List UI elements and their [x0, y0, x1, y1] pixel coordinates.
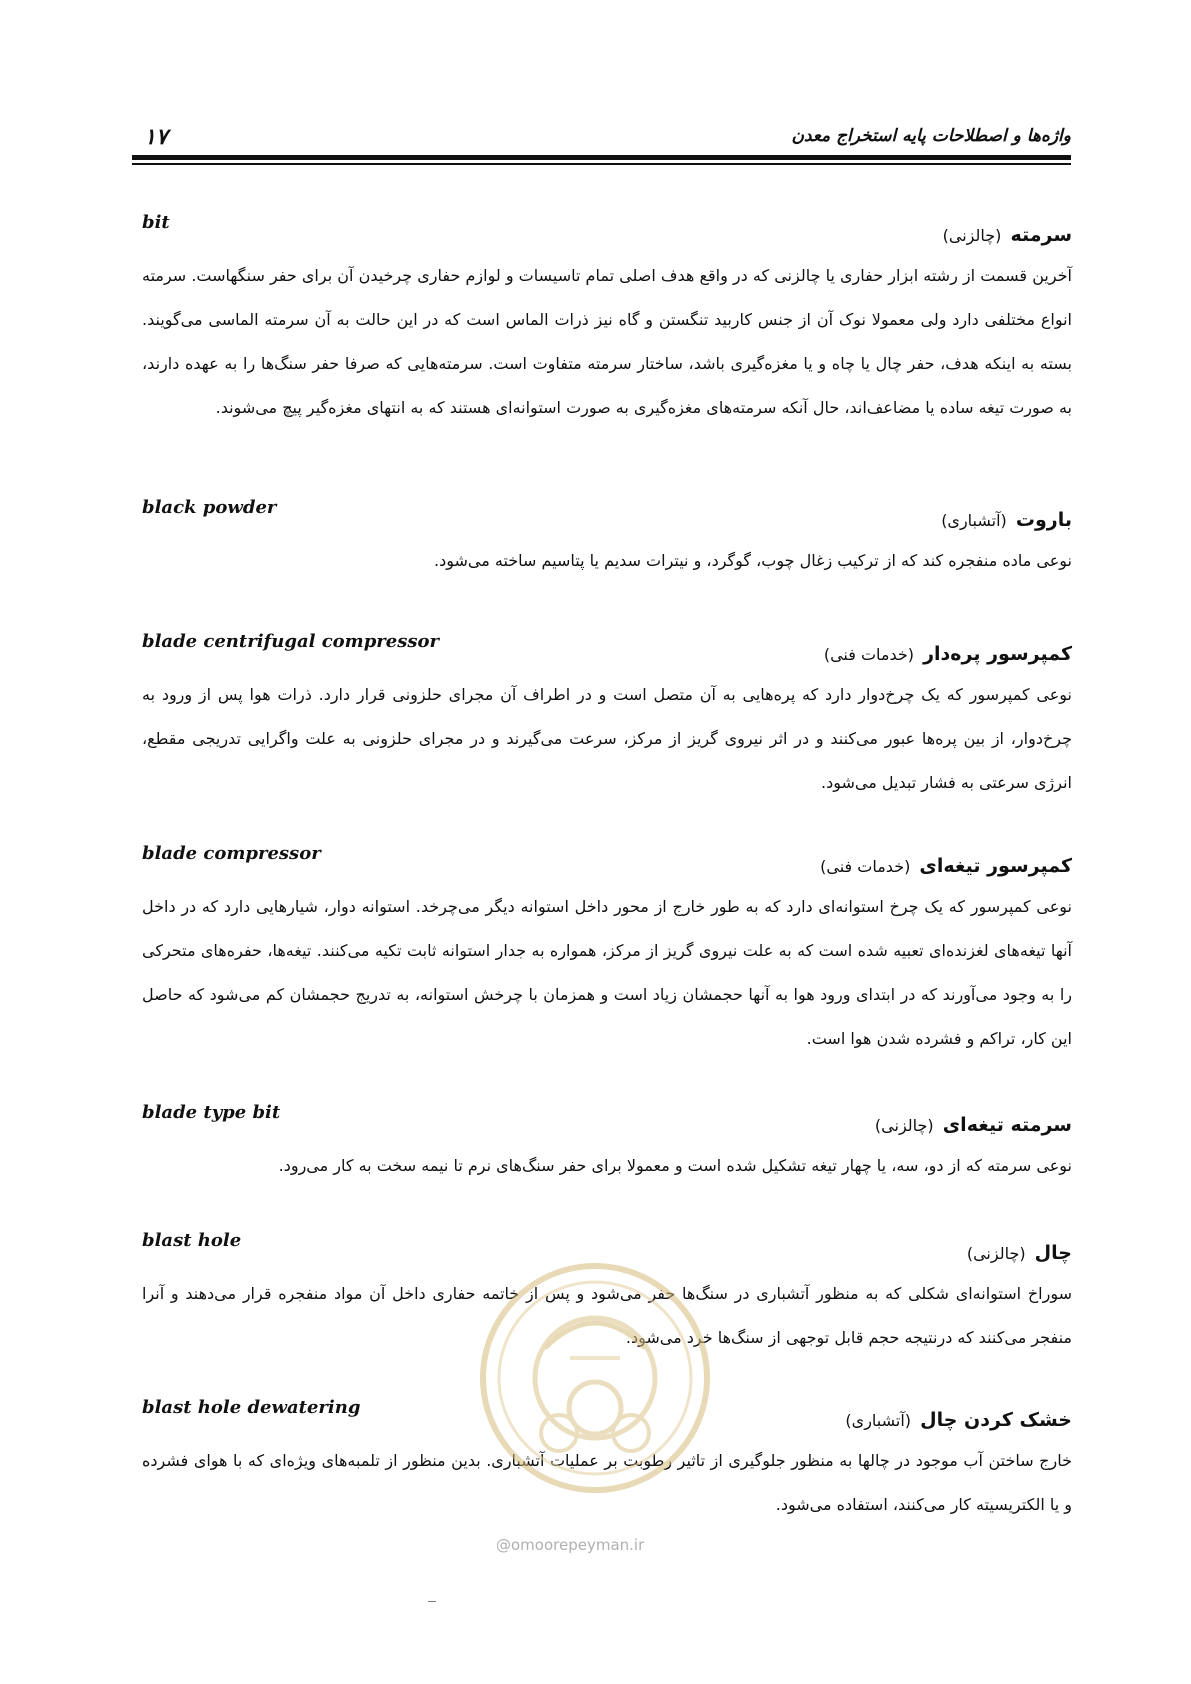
- persian-heading: [967, 1242, 1072, 1264]
- domain-label: (آتشباری): [941, 511, 1007, 530]
- definition-text: نوعی کمپرسور که یک چرخ استوانه‌ای دارد که به طور خارج از محور داخل استوانه دیگر می‌چرخد. استوانه دوار، شیارهایی دارد که در داخل آنها تیغه‌های لغزنده‌ای تعبیه شده است که به علت نیروی گریز از مرکز، همواره به جدار استوانه ثابت تکیه می‌کنند. تیغه‌ها، حفره‌های متحرکی را به وجود می‌آورند که در ابتدای ورود هوا به آنها حجمشان زیاد است و همزمان با چرخش استوانه، به تدریج حجمشان کم می‌شود که حاصل این کار، تراکم و فشرده شدن هوا است.: [142, 897, 1072, 1048]
- glossary-entry-black-powder: [142, 497, 1072, 583]
- persian-term: باروت: [1015, 509, 1072, 531]
- glossary-entry-blade-compressor: [142, 843, 1072, 1061]
- domain-label: (چالزنی): [966, 1244, 1026, 1263]
- persian-term: سرمته تیغه‌ای: [942, 1114, 1072, 1136]
- english-term: blade centrifugal compressor: [142, 631, 439, 652]
- glossary-entry-blade-centrifugal-compressor: [142, 631, 1072, 805]
- persian-heading: [845, 1409, 1072, 1431]
- entry-heading: [142, 631, 1072, 673]
- persian-term: خشک کردن چال: [920, 1409, 1072, 1431]
- definition-text: نوعی ماده منفجره کند که از ترکیب زغال چوب، گوگرد، و نیترات سدیم یا پتاسیم ساخته می‌شود.: [433, 551, 1072, 570]
- english-term: bit: [142, 212, 170, 233]
- entry-heading: [142, 843, 1072, 885]
- watermark-seal-icon: [475, 1258, 715, 1498]
- entry-heading: [142, 497, 1072, 539]
- persian-heading: [820, 855, 1072, 877]
- persian-term: سرمته: [1010, 224, 1072, 246]
- definition-text: آخرین قسمت از رشته ابزار حفاری یا چالزنی که در واقع هدف اصلی تمام تاسیسات و لوازم حفاری چرخیدن آن برای حفر سنگهاست. سرمته انواع مختلفی دارد ولی معمولا نوک آن از جنس کاربید تنگستن و گاه نیز ذرات الماس است که در این حالت به آن سرمته الماسی می‌گویند. بسته به اینکه هدف، حفر چال یا چاه و یا مغزه‌گیری باشد، ساختار سرمته متفاوت است. سرمته‌هایی که صرفا حفر سنگ‌ها را به عهده دارند، به صورت تیغه ساده یا مضاعف‌اند، حال آنکه سرمته‌های مغزه‌گیری به صورت استوانه‌ای هستند که به انتهای مغزه‌گیر پیچ می‌شوند.: [142, 266, 1072, 417]
- english-term: blade compressor: [142, 843, 321, 864]
- persian-heading: [875, 1114, 1072, 1136]
- persian-term: کمپرسور تیغه‌ای: [919, 855, 1072, 877]
- english-term: blast hole dewatering: [142, 1397, 361, 1418]
- definition-text: نوعی کمپرسور که یک چرخ‌دوار دارد که پره‌هایی به آن متصل است و در اطراف آن مجرای حلزونی قرار دارد. ذرات هوا پس از ورود به چرخ‌دوار، از بین پره‌ها عبور می‌کنند و در اثر نیروی گریز از مرکز، سرعت می‌گیرند و در مجرای حلزونی به علت واگرایی تدریجی مقطع، انرژی سرعتی به فشار تبدیل می‌شود.: [142, 685, 1072, 792]
- english-term: blade type bit: [142, 1102, 281, 1123]
- domain-label: (خدمات فنی): [820, 857, 911, 876]
- domain-label: (آتشباری): [845, 1411, 912, 1430]
- definition-text: سوراخ استوانه‌ای شکلی که به منظور آتشباری در سنگ‌ها حفر می‌شود و پس از خاتمه حفاری داخل آن مواد منفجره قرار می‌دهند و آنرا منفجر می‌کنند که درنتیجه حجم قابل توجهی از سنگ‌ها خرد می‌شود.: [142, 1284, 1072, 1347]
- header-rule-thin: [132, 163, 1071, 165]
- persian-heading: [824, 643, 1072, 665]
- definition-text: خارج ساختن آب موجود در چالها به منظور جلوگیری از تاثیر رطوبت بر عملیات آتشباری. بدین منظور از تلمبه‌های ویژه‌ای که با هوای فشرده و یا الکتریسیته کار می‌کنند، استفاده می‌شود.: [142, 1451, 1072, 1514]
- english-term: black powder: [142, 497, 277, 518]
- watermark-text: @omoorepeyman.ir: [496, 1536, 645, 1554]
- persian-heading: [941, 509, 1072, 531]
- entry-heading: [142, 1102, 1072, 1144]
- header-rule-thick: [132, 155, 1071, 160]
- glossary-entry-blade-type-bit: [142, 1102, 1072, 1188]
- domain-label: (چالزنی): [874, 1116, 934, 1135]
- entry-heading: [142, 212, 1072, 254]
- persian-heading: [943, 224, 1072, 246]
- running-title: واژه‌ها و اصطلاحات پایه استخراج معدن: [791, 126, 1071, 146]
- glossary-entry-bit: [142, 212, 1072, 430]
- english-term: blast hole: [142, 1230, 242, 1251]
- page-header: [132, 118, 1071, 158]
- definition-text: نوعی سرمته که از دو، سه، یا چهار تیغه تشکیل شده است و معمولا برای حفر سنگ‌های نرم تا نیمه سخت به کار می‌رود.: [278, 1156, 1072, 1175]
- persian-term: چال: [1034, 1242, 1072, 1264]
- domain-label: (خدمات فنی): [823, 645, 915, 664]
- domain-label: (چالزنی): [942, 226, 1002, 245]
- footer-mark: [428, 1601, 436, 1602]
- persian-term: کمپرسور پره‌دار: [923, 643, 1072, 665]
- page-number: ۱۷: [144, 124, 168, 150]
